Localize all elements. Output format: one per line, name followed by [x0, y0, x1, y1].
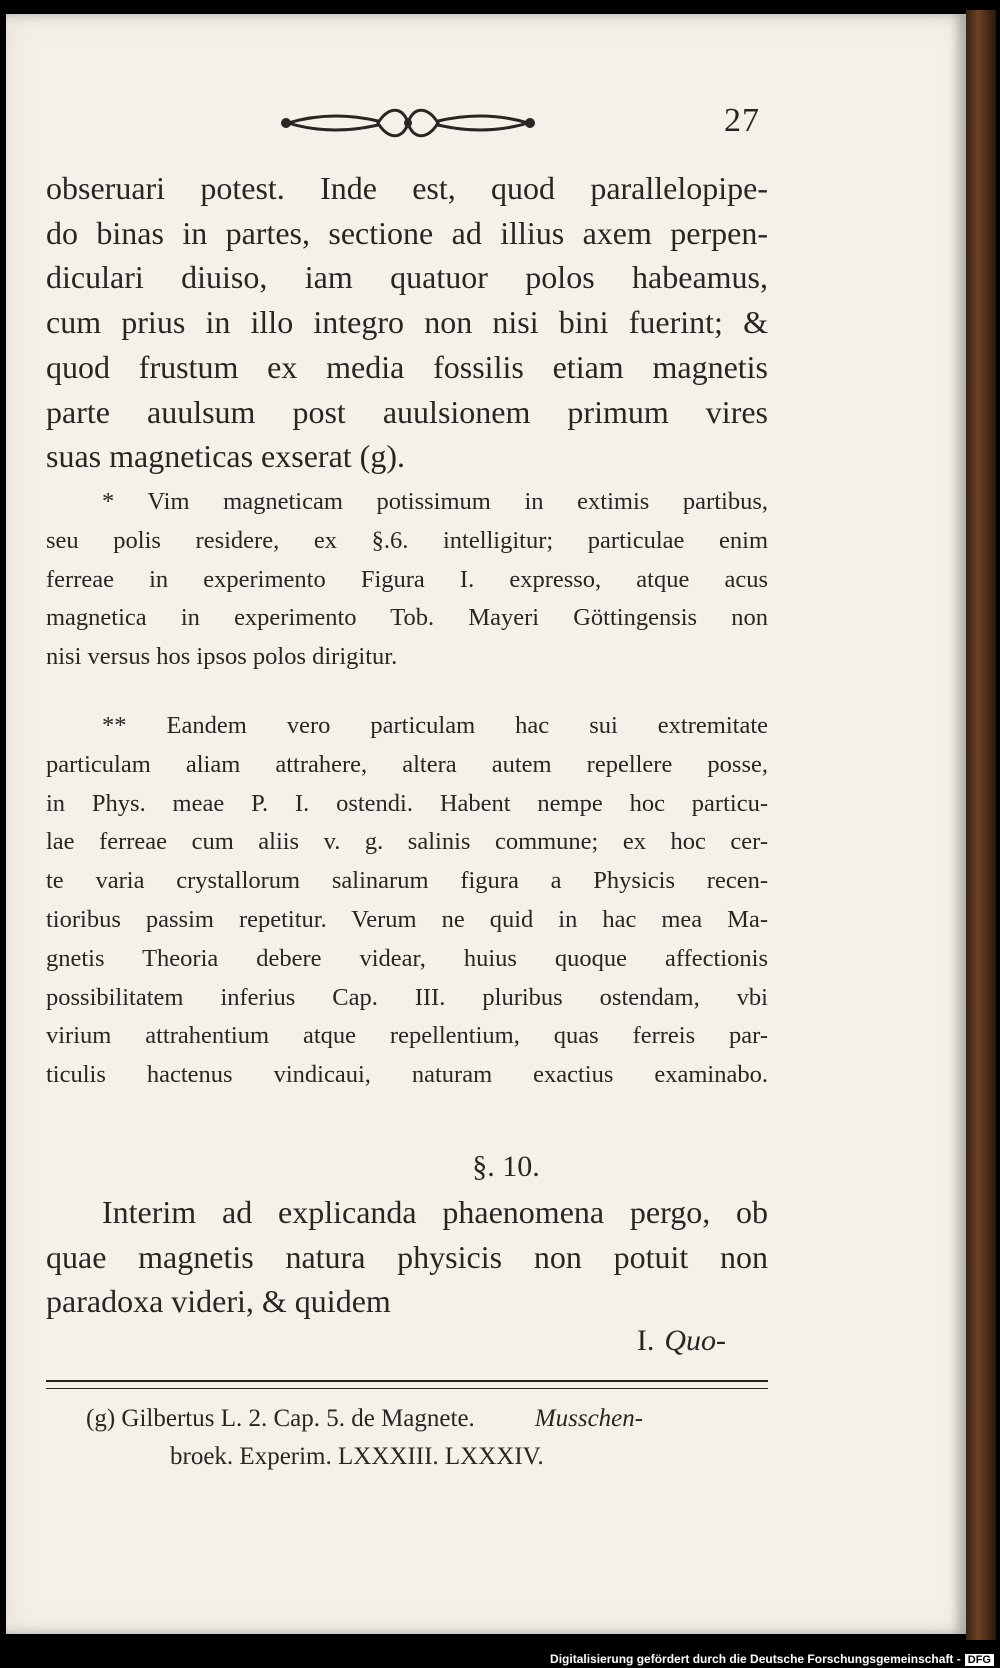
book-spine-edge: [966, 10, 996, 1640]
footnote-line-1-tail: Musschen-: [534, 1405, 644, 1432]
text-line: virium attrahentium atque repellentium, quas ferreis par-: [46, 1022, 768, 1050]
footnote-rule-thin: [46, 1388, 768, 1389]
text-line: * Vim magneticam potissimum in extimis partibus,: [102, 488, 768, 515]
text-line: ** Eandem vero particulam hac sui extremitate: [102, 712, 768, 739]
footnote: [86, 1400, 643, 1476]
text-line: possibilitatem inferius Cap. III. pluribus ostendam, vbi: [46, 983, 768, 1011]
text-line: gnetis Theoria debere videar, huius quoque affectionis: [46, 944, 768, 972]
catchword: [637, 1324, 726, 1358]
text-line: suas magneticas exserat (g).: [46, 438, 405, 475]
text-line: quod frustum ex media fossilis etiam magnetis: [46, 348, 768, 385]
text-line: ferreae in experimento Figura I. expresso, atque acus: [46, 565, 768, 593]
footnote-line-2: broek. Experim. LXXXIII. LXXXIV.: [170, 1443, 544, 1470]
main-paragraph-2: [46, 1190, 768, 1324]
note-paragraph-1: [46, 483, 768, 677]
catchword-word: Quo-: [664, 1324, 726, 1357]
text-line: obseruari potest. Inde est, quod parallelopipe-: [46, 170, 768, 206]
main-paragraph: [46, 166, 768, 479]
note-paragraph-2: [46, 707, 768, 1095]
credit-text: Digitalisierung gefördert durch die Deutsche Forschungsgemeinschaft -: [550, 1652, 961, 1666]
footnote-rule: [46, 1380, 768, 1382]
text-line: parte auulsum post auulsionem primum vires: [46, 393, 768, 430]
text-line: diculari diuiso, iam quatuor polos habeamus,: [46, 259, 768, 296]
text-line: magnetica in experimento Tob. Mayeri Göttingensis non: [46, 604, 768, 632]
dfg-logo: DFG: [965, 1654, 994, 1666]
text-line: quae magnetis natura physicis non potuit non: [46, 1238, 768, 1275]
text-line: Interim ad explicanda phaenomena pergo, ob: [102, 1194, 768, 1230]
digitization-credit: [550, 1652, 994, 1666]
footnote-line-1-text: (g) Gilbertus L. 2. Cap. 5. de Magnete.: [86, 1405, 475, 1432]
text-line: do binas in partes, sectione ad illius axem perpen-: [46, 214, 768, 251]
catchword-number: I.: [636, 1324, 655, 1357]
section-heading: §. 10.: [472, 1150, 540, 1183]
page-number: 27: [724, 102, 760, 139]
book-page: [6, 14, 966, 1634]
text-line: seu polis residere, ex §.6. intelligitur; particulae enim: [46, 526, 768, 554]
text-line: paradoxa videri, & quidem: [46, 1283, 391, 1320]
text-line: in Phys. meae P. I. ostendi. Habent nempe hoc particu-: [46, 789, 768, 817]
text-line: tioribus passim repetitur. Verum ne quid in hac mea Ma-: [46, 905, 768, 933]
text-line: ticulis hactenus vindicaui, naturam exactius examinabo.: [46, 1061, 768, 1089]
text-line: te varia crystallorum salinarum figura a Physicis recen-: [46, 867, 768, 895]
footnote-line-1: [86, 1400, 643, 1438]
text-line: cum prius in illo integro non nisi bini fuerint; &: [46, 304, 768, 341]
ornament-headpiece-icon: [278, 102, 538, 144]
text-line: nisi versus hos ipsos polos dirigitur.: [46, 643, 398, 671]
text-line: lae ferreae cum aliis v. g. salinis commune; ex hoc cer-: [46, 828, 768, 856]
text-line: particulam aliam attrahere, altera autem repellere posse,: [46, 750, 768, 778]
